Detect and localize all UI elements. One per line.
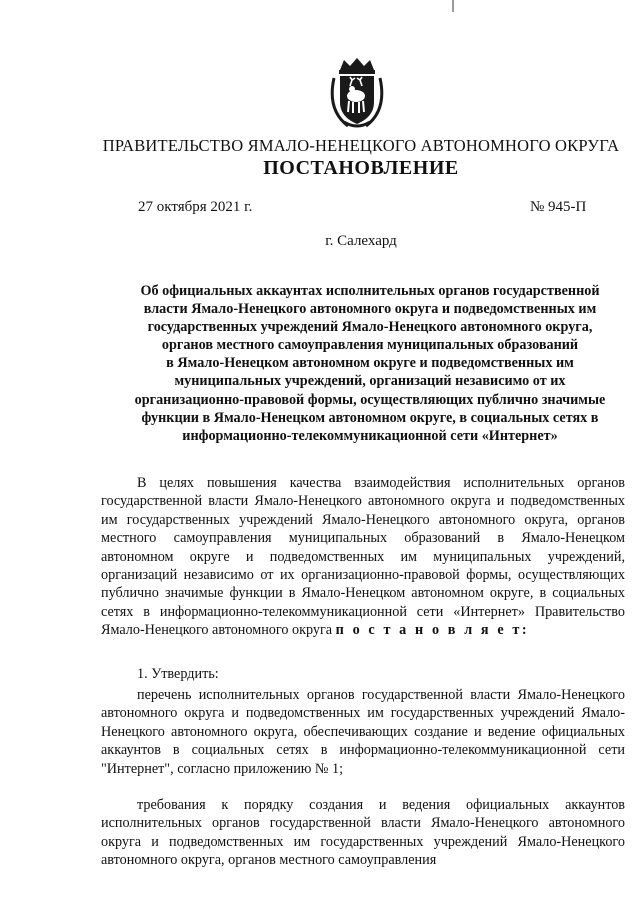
resolves-word: п о с т а н о в л я е т: bbox=[335, 622, 530, 639]
item-1-paragraph-a: перечень исполнительных органов государственной власти Ямало-Ненецкого автономного округа и подведомственных им государственных учреждений Ямало-Ненецкого автономного округа, обеспечивающих создание и ведение официальных аккаунтов в социальных сетях в информационно-телекоммуникационной сети "Интернет", согласно приложению № 1; bbox=[101, 687, 625, 777]
subject-line: муниципальных учреждений, организаций независимо от их bbox=[174, 373, 566, 390]
subject-line: в Ямало-Ненецком автономном округе и подведомственных им bbox=[166, 355, 574, 372]
document-date: 27 октября 2021 г. bbox=[138, 199, 253, 215]
issue-city: г. Салехард bbox=[325, 233, 397, 249]
subject-line: информационно-телекоммуникационной сети «Интернет» bbox=[182, 427, 558, 444]
subject-line: организационно-правовой формы, осуществляющих публично значимые bbox=[134, 391, 606, 408]
item-1-heading: 1. Утвердить: bbox=[137, 666, 219, 682]
document-type-title: ПОСТАНОВЛЕНИЕ bbox=[263, 157, 459, 179]
subject-line: органов местного самоуправления муниципальных образований bbox=[161, 337, 579, 354]
preamble-text: В целях повышения качества взаимодействия исполнительных органов государственной власти Ямало-Ненецкого автономного округа и подведомственных им государственных учреждений Ямало-Ненецкого автономного округа, органов местного самоуправления муниципальных образований в Ямало-Ненецком автономном округе и подведомственных им муниципальных учреждений, организаций независимо от их организационно-правовой формы, осуществляющих публично значимые функции в Ямало-Ненецком автономном округе, в социальных сетях в информационно-телекоммуникационной сети «Интернет» Правительство Ямало-Ненецкого автономного округа bbox=[101, 475, 625, 639]
coat-of-arms-icon bbox=[328, 56, 386, 130]
subject-line: Об официальных аккаунтах исполнительных органов государственной bbox=[140, 283, 600, 299]
scan-mark bbox=[452, 0, 454, 12]
subject-line: функции в Ямало-Ненецком автономном округе, в социальных сетях в bbox=[141, 409, 599, 426]
item-1-paragraph-b: требования к порядку создания и ведения официальных аккаунтов исполнительных органов государственной власти Ямало-Ненецкого автономного округа и подведомственных им государственных учреждений Ямало-Ненецкого автономного округа, органов местного самоуправления bbox=[101, 797, 625, 869]
document-number: № 945-П bbox=[530, 199, 587, 215]
authority-name: ПРАВИТЕЛЬСТВО ЯМАЛО-НЕНЕЦКОГО АВТОНОМНОГО ОКРУГА bbox=[102, 136, 620, 155]
preamble-paragraph bbox=[101, 474, 625, 640]
subject-line: государственных учреждений Ямало-Ненецкого автономного округа, bbox=[147, 319, 593, 336]
document-subject bbox=[117, 282, 623, 445]
subject-line: власти Ямало-Ненецкого автономного округа и подведомственных им bbox=[143, 301, 597, 318]
